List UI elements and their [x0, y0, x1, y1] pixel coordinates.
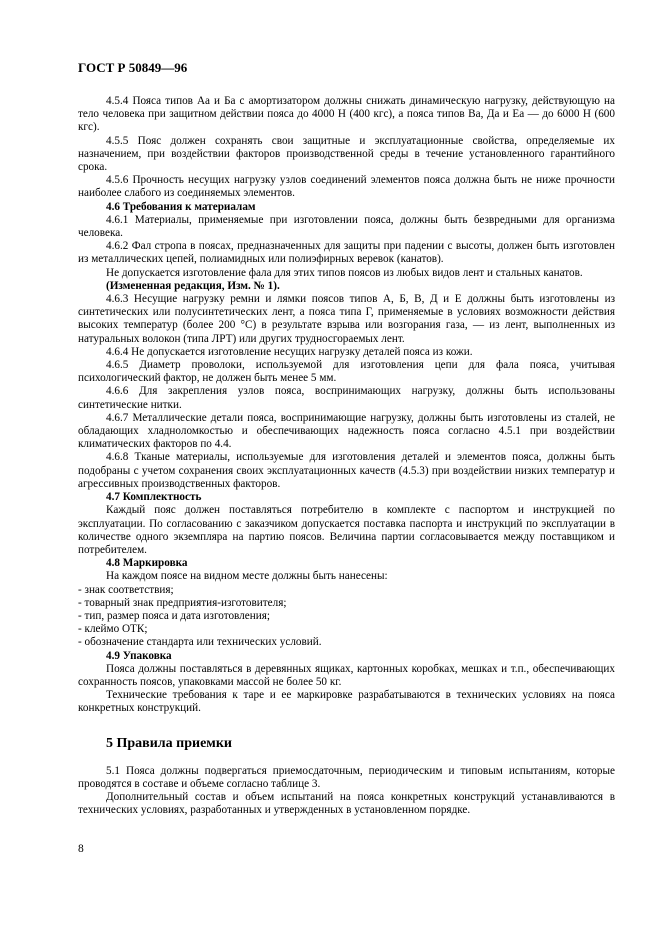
- paragraph-4-5-6: 4.5.6 Прочность несущих нагрузку узлов соединений элементов пояса должна быть не ниже прочности наиболее слабого из соединяемых элементов.: [78, 174, 615, 200]
- section-heading-4-8: 4.8 Маркировка: [106, 557, 188, 570]
- amendment-note: (Измененная редакция, Изм. № 1).: [106, 279, 280, 292]
- document-code: ГОСТ Р 50849—96: [78, 60, 188, 75]
- paragraph-4-6-8: 4.6.8 Тканые материалы, используемые для изготовления деталей и элементов пояса, должны быть подобраны с учетом сохранения своих эксплуатационных качеств (4.5.3) при воздействии низких температур и агрессивных производственных факторов.: [78, 451, 615, 490]
- document-body: [78, 95, 615, 818]
- section-heading-4-7: 4.7 Комплектность: [106, 491, 202, 504]
- paragraph-4-6-6: 4.6.6 Для закрепления узлов пояса, воспринимающих нагрузку, должны быть использованы синтетические нитки.: [78, 385, 615, 411]
- marking-item: - знак соответствия;: [78, 583, 174, 596]
- section-heading-4-6: 4.6 Требования к материалам: [106, 200, 256, 213]
- paragraph-4-6-2: 4.6.2 Фал стропа в поясах, предназначенных для защиты при падении с высоты, должен быть изготовлен из металлических цепей, полиамидных или полиэфирных веревок (канатов).: [78, 240, 615, 266]
- paragraph-4-7: Каждый пояс должен поставляться потребителю в комплекте с паспортом и инструкцией по эксплуатации. По согласованию с заказчиком допускается поставка паспорта и инструкций по эксплуатации в количестве одного экземпляра на партию поясов. Величина партии согласовывается между поставщиком и потребителем.: [78, 504, 615, 556]
- section-heading-4-9: 4.9 Упаковка: [106, 649, 172, 662]
- paragraph-5-1-note: Дополнительный состав и объем испытаний на пояса конкретных конструкций устанавливаются в технических условиях, разработанных и утвержденных в установленном порядке.: [78, 791, 615, 817]
- marking-item: - клеймо ОТК;: [78, 623, 148, 636]
- page-number: 8: [78, 843, 84, 855]
- paragraph-4-8: На каждом поясе на видном месте должны быть нанесены:: [106, 570, 388, 583]
- paragraph-4-5-5: 4.5.5 Пояс должен сохранять свои защитные и эксплуатационные свойства, определяемые их назначением, при воздействии факторов производственной среды в течение установленного гарантийного срока.: [78, 134, 615, 174]
- marking-item: - товарный знак предприятия-изготовителя;: [78, 596, 287, 609]
- paragraph-4-5-4: 4.5.4 Пояса типов Аа и Ба с амортизатором должны снижать динамическую нагрузку, действующую на тело человека при защитном действии пояса до 4000 Н (400 кгс), а пояса типов Ва, Да и Еа — до 6000 Н (600 кгс).: [78, 95, 615, 134]
- paragraph-4-6-5: 4.6.5 Диаметр проволоки, используемой для изготовления цепи для фала пояса, учитывая психологический фактор, не должен быть менее 5 мм.: [78, 359, 615, 385]
- paragraph-4-6-4: 4.6.4 Не допускается изготовление несущих нагрузку деталей пояса из кожи.: [106, 345, 473, 358]
- paragraph-4-6-1: 4.6.1 Материалы, применяемые при изготовлении пояса, должны быть безвредными для организма человека.: [78, 213, 615, 240]
- paragraph-4-9-note: Технические требования к таре и ее маркировке разрабатываются в технических условиях на пояса конкретных конструкций.: [78, 689, 615, 715]
- paragraph-4-6-3: 4.6.3 Несущие нагрузку ремни и лямки поясов типов А, Б, В, Д и Е должны быть изготовлены из синтетических или полусинтетических лент, а пояса типа Г, применяемые в условиях возможности действия высоких температур (более 200 °С) в результате взрыва или возгорания газа, — из лент, выполненных из натуральных волокон (типа ЛРТ) или других трудносгораемых лент.: [78, 293, 615, 345]
- marking-item: - тип, размер пояса и дата изготовления;: [78, 609, 270, 622]
- paragraph-4-9: Пояса должны поставляться в деревянных ящиках, картонных коробках, мешках и т.п., обеспечивающих сохранность поясов, упаковками массой не более 50 кг.: [78, 662, 615, 688]
- chapter-heading-5: 5 Правила приемки: [106, 735, 232, 751]
- paragraph-4-6-2-note: Не допускается изготовление фала для этих типов поясов из любых видов лент и стальных канатов.: [106, 266, 583, 279]
- paragraph-4-6-7: 4.6.7 Металлические детали пояса, воспринимающие нагрузку, должны быть изготовлены из сталей, не обладающих хладноломкостью и обеспечивающих надежность пояса согласно 4.5.1 при воздействии климатических факторов по 4.4.: [78, 411, 615, 451]
- marking-item: - обозначение стандарта или технических условий.: [78, 636, 322, 649]
- paragraph-5-1: 5.1 Пояса должны подвергаться приемосдаточным, периодическим и типовым испытаниям, которые проводятся в составе и объеме согласно таблице 3.: [78, 764, 615, 790]
